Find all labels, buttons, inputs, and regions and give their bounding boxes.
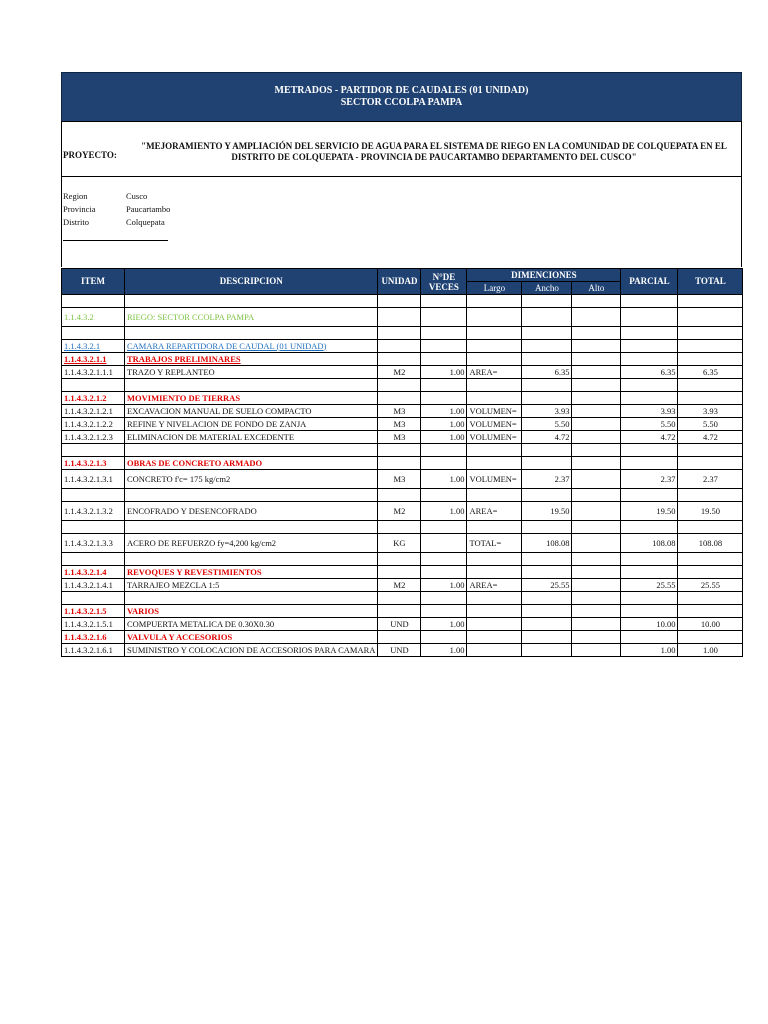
item-largo: VOLUMEN=: [467, 431, 522, 444]
sheet-title: METRADOS - PARTIDOR DE CAUDALES (01 UNIDAD): [274, 85, 529, 96]
item-parcial: 10.00: [621, 618, 678, 631]
item-ancho: 19.50: [522, 502, 572, 521]
table-row: [62, 353, 743, 366]
col-header-largo: Largo: [467, 282, 522, 295]
item-code: 1.1.4.3.2.1.2: [62, 392, 125, 405]
col-header-alto: Alto: [572, 282, 621, 295]
item-parcial: 1.00: [621, 644, 678, 657]
item-code: 1.1.4.3.2.1: [62, 340, 125, 353]
col-header-veces: N°DE VECES: [421, 269, 467, 295]
table-row: [62, 295, 743, 308]
item-description: RIEGO: SECTOR CCOLPA PAMPA: [125, 308, 378, 327]
item-parcial: 3.93: [621, 405, 678, 418]
item-parcial: 2.37: [621, 470, 678, 489]
table-row: [62, 405, 743, 418]
item-unidad: M3: [378, 470, 421, 489]
item-ancho: 4.72: [522, 431, 572, 444]
table-row: [62, 502, 743, 521]
item-veces: 1.00: [421, 405, 467, 418]
item-ancho: 3.93: [522, 405, 572, 418]
table-row: [62, 418, 743, 431]
table-row: [62, 392, 743, 405]
item-description: TRABAJOS PRELIMINARES: [125, 353, 378, 366]
item-veces: 1.00: [421, 502, 467, 521]
item-total: 1.00: [678, 644, 743, 657]
item-total: 25.55: [678, 579, 743, 592]
item-description: ENCOFRADO Y DESENCOFRADO: [125, 502, 378, 521]
item-code: 1.1.4.3.2.1.1: [62, 353, 125, 366]
item-description: CAMARA REPARTIDORA DE CAUDAL (01 UNIDAD): [125, 340, 378, 353]
item-description: REFINE Y NIVELACION DE FONDO DE ZANJA: [125, 418, 378, 431]
distrito-label: Distrito: [63, 217, 89, 227]
table-row: [62, 444, 743, 457]
item-code: 1.1.4.3.2.1.2.1: [62, 405, 125, 418]
table-row: [62, 308, 743, 327]
item-code: 1.1.4.3.2.1.6: [62, 631, 125, 644]
item-code: 1.1.4.3.2.1.1.1: [62, 366, 125, 379]
table-row: [62, 592, 743, 605]
item-veces: 1.00: [421, 431, 467, 444]
item-veces: 1.00: [421, 366, 467, 379]
item-code: 1.1.4.3.2.1.3.1: [62, 470, 125, 489]
item-description: OBRAS DE CONCRETO ARMADO: [125, 457, 378, 470]
item-ancho: 108.08: [522, 534, 572, 553]
col-header-dimenciones: DIMENCIONES: [467, 269, 621, 282]
item-parcial: 19.50: [621, 502, 678, 521]
item-description: MOVIMIENTO DE TIERRAS: [125, 392, 378, 405]
item-total: 10.00: [678, 618, 743, 631]
item-parcial: 25.55: [621, 579, 678, 592]
item-ancho: 25.55: [522, 579, 572, 592]
item-unidad: M2: [378, 579, 421, 592]
table-row: [62, 553, 743, 566]
item-unidad: M3: [378, 405, 421, 418]
distrito-value: Colquepata: [126, 217, 165, 227]
table-row: [62, 579, 743, 592]
item-total: 3.93: [678, 405, 743, 418]
table-row: [62, 534, 743, 553]
item-unidad: M3: [378, 431, 421, 444]
table-row: [62, 489, 743, 502]
item-code: 1.1.4.3.2: [62, 308, 125, 327]
item-code: 1.1.4.3.2.1.4.1: [62, 579, 125, 592]
item-total: 5.50: [678, 418, 743, 431]
item-largo: VOLUMEN=: [467, 405, 522, 418]
sheet-subtitle: SECTOR CCOLPA PAMPA: [340, 97, 463, 108]
item-code: 1.1.4.3.2.1.5.1: [62, 618, 125, 631]
project-box: [61, 121, 742, 177]
item-description: TARRAJEO MEZCLA 1:5: [125, 579, 378, 592]
region-label: Region: [63, 191, 88, 201]
item-unidad: UND: [378, 618, 421, 631]
table-row: [62, 340, 743, 353]
table-row: [62, 566, 743, 579]
item-parcial: 108.08: [621, 534, 678, 553]
item-description: TRAZO Y REPLANTEO: [125, 366, 378, 379]
item-largo: VOLUMEN=: [467, 470, 522, 489]
table-row: [62, 327, 743, 340]
table-row: [62, 631, 743, 644]
table-row: [62, 470, 743, 489]
col-header-ancho: Ancho: [522, 282, 572, 295]
item-description: VALVULA Y ACCESORIOS: [125, 631, 378, 644]
item-parcial: 5.50: [621, 418, 678, 431]
sheet-title-banner: [61, 72, 742, 122]
item-description: COMPUERTA METALICA DE 0.30X0.30: [125, 618, 378, 631]
item-code: 1.1.4.3.2.1.3: [62, 457, 125, 470]
col-header-parcial: PARCIAL: [621, 269, 678, 295]
item-total: 19.50: [678, 502, 743, 521]
item-unidad: KG: [378, 534, 421, 553]
item-code: 1.1.4.3.2.1.2.2: [62, 418, 125, 431]
item-largo: VOLUMEN=: [467, 418, 522, 431]
item-description: EXCAVACION MANUAL DE SUELO COMPACTO: [125, 405, 378, 418]
item-description: CONCRETO f'c= 175 kg/cm2: [125, 470, 378, 489]
region-value: Cusco: [126, 191, 148, 201]
item-total: 6.35: [678, 366, 743, 379]
item-parcial: 4.72: [621, 431, 678, 444]
item-ancho: 6.35: [522, 366, 572, 379]
item-veces: 1.00: [421, 470, 467, 489]
item-description: REVOQUES Y REVESTIMIENTOS: [125, 566, 378, 579]
table-row: [62, 379, 743, 392]
item-ancho: 2.37: [522, 470, 572, 489]
item-total: 2.37: [678, 470, 743, 489]
metrados-table: [61, 268, 743, 657]
table-row: [62, 457, 743, 470]
item-veces: 1.00: [421, 644, 467, 657]
col-header-unidad: UNIDAD: [378, 269, 421, 295]
item-code: 1.1.4.3.2.1.6.1: [62, 644, 125, 657]
item-unidad: M3: [378, 418, 421, 431]
item-unidad: M2: [378, 502, 421, 521]
item-parcial: 6.35: [621, 366, 678, 379]
project-description: "MEJORAMIENTO Y AMPLIACIÓN DEL SERVICIO DE AGUA PARA EL SISTEMA DE RIEGO EN LA COMUNIDAD DE COLQUEPATA EN EL DISTRITO DE COLQUEPATA - PROVINCIA DE PAUCARTAMBO DEPARTAMENTO DEL CUSCO": [141, 141, 727, 162]
item-code: 1.1.4.3.2.1.4: [62, 566, 125, 579]
item-unidad: UND: [378, 644, 421, 657]
item-largo: AREA=: [467, 502, 522, 521]
item-veces: 1.00: [421, 418, 467, 431]
item-largo: AREA=: [467, 579, 522, 592]
table-row: [62, 605, 743, 618]
item-description: SUMINISTRO Y COLOCACION DE ACCESORIOS PARA CAMARA: [125, 644, 378, 657]
item-ancho: 5.50: [522, 418, 572, 431]
provincia-label: Provincia: [63, 204, 96, 214]
item-largo: TOTAL=: [467, 534, 522, 553]
item-description: ELIMINACION DE MATERIAL EXCEDENTE: [125, 431, 378, 444]
table-row: [62, 644, 743, 657]
item-veces: [421, 534, 467, 553]
project-label: PROYECTO:: [63, 150, 117, 160]
table-row: [62, 366, 743, 379]
item-description: ACERO DE REFUERZO fy=4,200 kg/cm2: [125, 534, 378, 553]
col-header-item: ITEM: [62, 269, 125, 295]
item-unidad: M2: [378, 366, 421, 379]
item-veces: 1.00: [421, 579, 467, 592]
item-code: 1.1.4.3.2.1.2.3: [62, 431, 125, 444]
item-code: 1.1.4.3.2.1.5: [62, 605, 125, 618]
table-row: [62, 431, 743, 444]
item-total: 108.08: [678, 534, 743, 553]
col-header-descripcion: DESCRIPCION: [125, 269, 378, 295]
item-largo: AREA=: [467, 366, 522, 379]
table-row: [62, 521, 743, 534]
item-code: 1.1.4.3.2.1.3.3: [62, 534, 125, 553]
location-divider: [63, 240, 168, 241]
item-description: VARIOS: [125, 605, 378, 618]
item-code: 1.1.4.3.2.1.3.2: [62, 502, 125, 521]
location-box: [61, 176, 742, 267]
item-total: 4.72: [678, 431, 743, 444]
col-header-total: TOTAL: [678, 269, 743, 295]
item-veces: 1.00: [421, 618, 467, 631]
table-row: [62, 618, 743, 631]
provincia-value: Paucartambo: [126, 204, 171, 214]
